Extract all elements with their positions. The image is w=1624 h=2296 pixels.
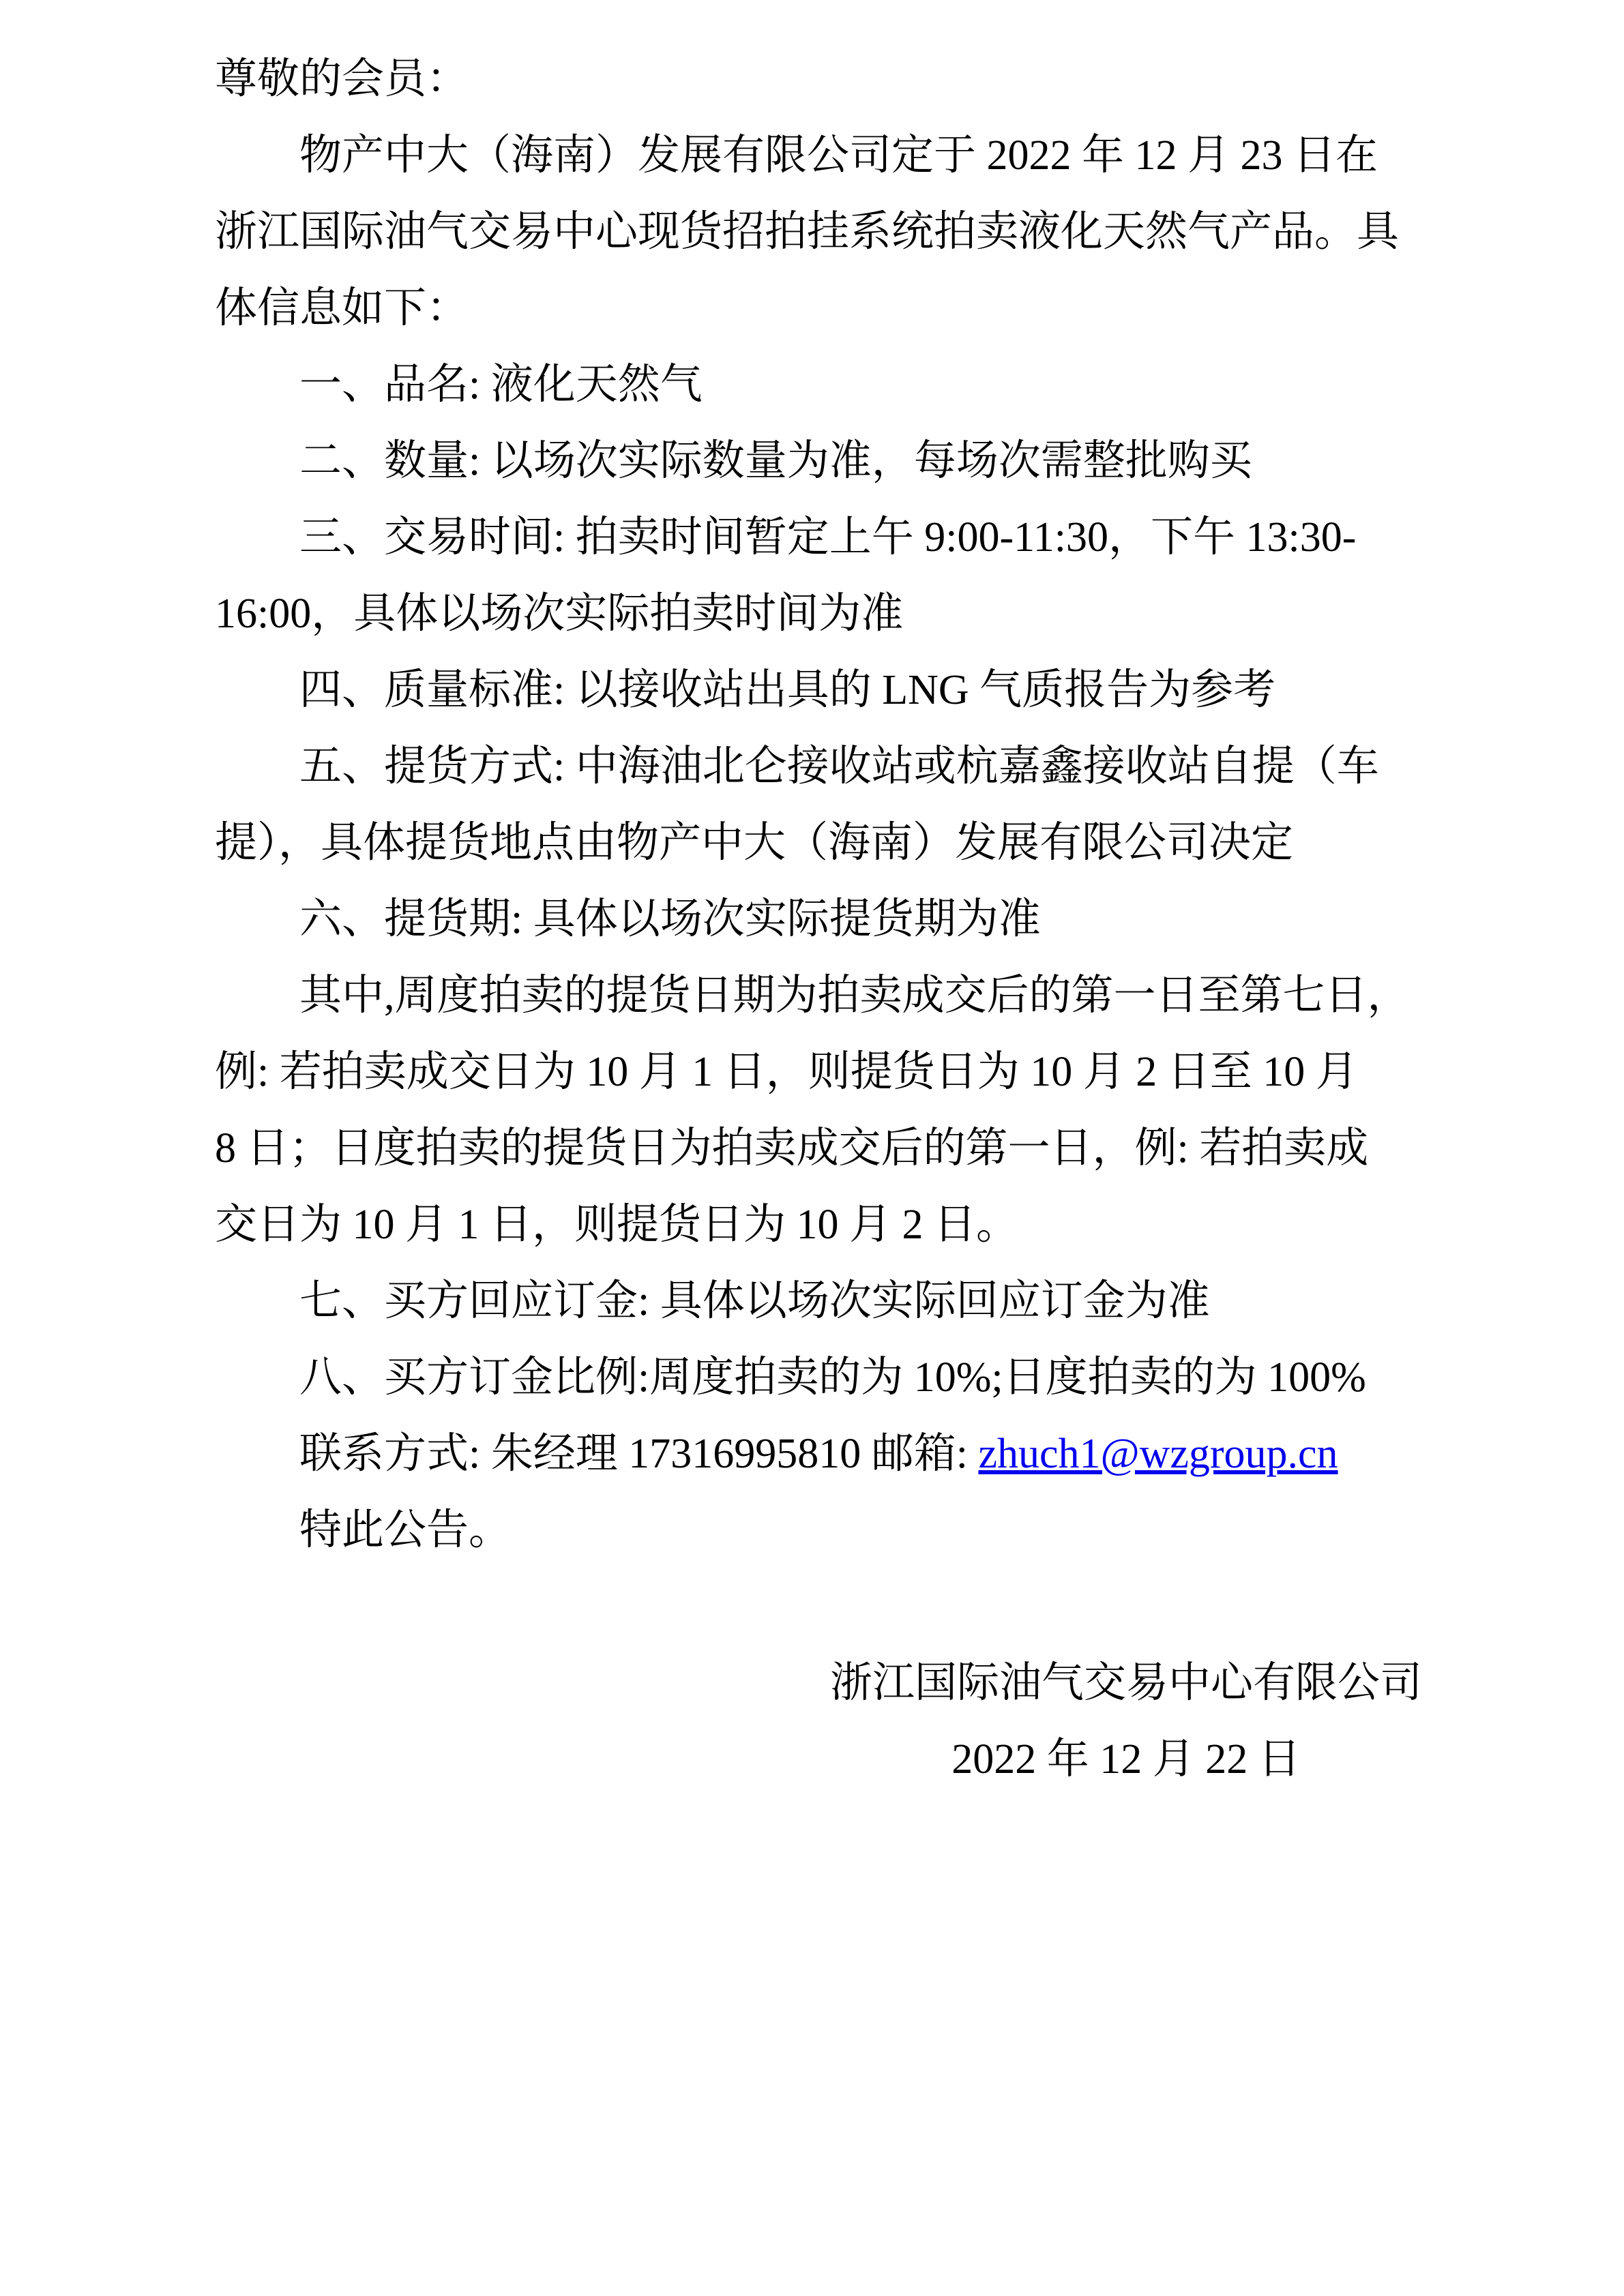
contact-text: 联系方式: 朱经理 17316995810 邮箱: (299, 1431, 979, 1477)
pickup-note-4: 交日为 10 月 1 日，则提货日为 10 月 2 日。 (215, 1202, 1019, 1248)
item-trading-time-2: 16:00，具体以场次实际拍卖时间为准 (215, 591, 904, 637)
item-pickup-method-2: 提），具体提货地点由物产中大（海南）发展有限公司决定 (215, 820, 1294, 866)
pickup-note-3: 8 日；日度拍卖的提货日为拍卖成交后的第一日，例: 若拍卖成 (215, 1125, 1369, 1172)
signature-block (215, 1645, 1422, 1798)
item-quality-standard: 四、质量标准: 以接收站出具的 LNG 气质报告为参考 (299, 667, 1276, 713)
item-pickup-method-1: 五、提货方式: 中海油北仑接收站或杭嘉鑫接收站自提（车 (299, 743, 1379, 790)
contact-line (215, 1416, 1422, 1492)
intro-line-2: 浙江国际油气交易中心现货招拍挂系统拍卖液化天然气产品。具 (215, 209, 1400, 255)
pickup-note-2: 例: 若拍卖成交日为 10 月 1 日，则提货日为 10 月 2 日至 10 月 (215, 1049, 1358, 1095)
item-quantity: 二、数量: 以场次实际数量为准，每场次需整批购买 (299, 438, 1252, 484)
item-product-name: 一、品名: 液化天然气 (299, 361, 703, 408)
item-deposit-ratio: 八、买方订金比例:周度拍卖的为 10%;日度拍卖的为 100% (299, 1354, 1366, 1401)
item-response-deposit: 七、买方回应订金: 具体以场次实际回应订金为准 (299, 1278, 1210, 1324)
item-trading-time-1: 三、交易时间: 拍卖时间暂定上午 9:00-11:30，下午 13:30- (299, 514, 1357, 561)
signature-company: 浙江国际油气交易中心有限公司 (829, 1660, 1422, 1706)
closing-statement: 特此公告。 (299, 1507, 512, 1553)
email-link[interactable]: zhuch1@wzgroup.cn (978, 1431, 1338, 1477)
pickup-note-1: 其中,周度拍卖的提货日期为拍卖成交后的第一日至第七日， (299, 972, 1410, 1019)
intro-line-3: 体信息如下： (215, 285, 469, 331)
intro-line-1: 物产中大（海南）发展有限公司定于 2022 年 12 月 23 日在 (299, 132, 1378, 179)
salutation: 尊敬的会员： (215, 56, 469, 102)
item-pickup-period: 六、提货期: 具体以场次实际提货期为准 (299, 896, 1041, 942)
signature-date: 2022 年 12 月 22 日 (951, 1736, 1301, 1783)
